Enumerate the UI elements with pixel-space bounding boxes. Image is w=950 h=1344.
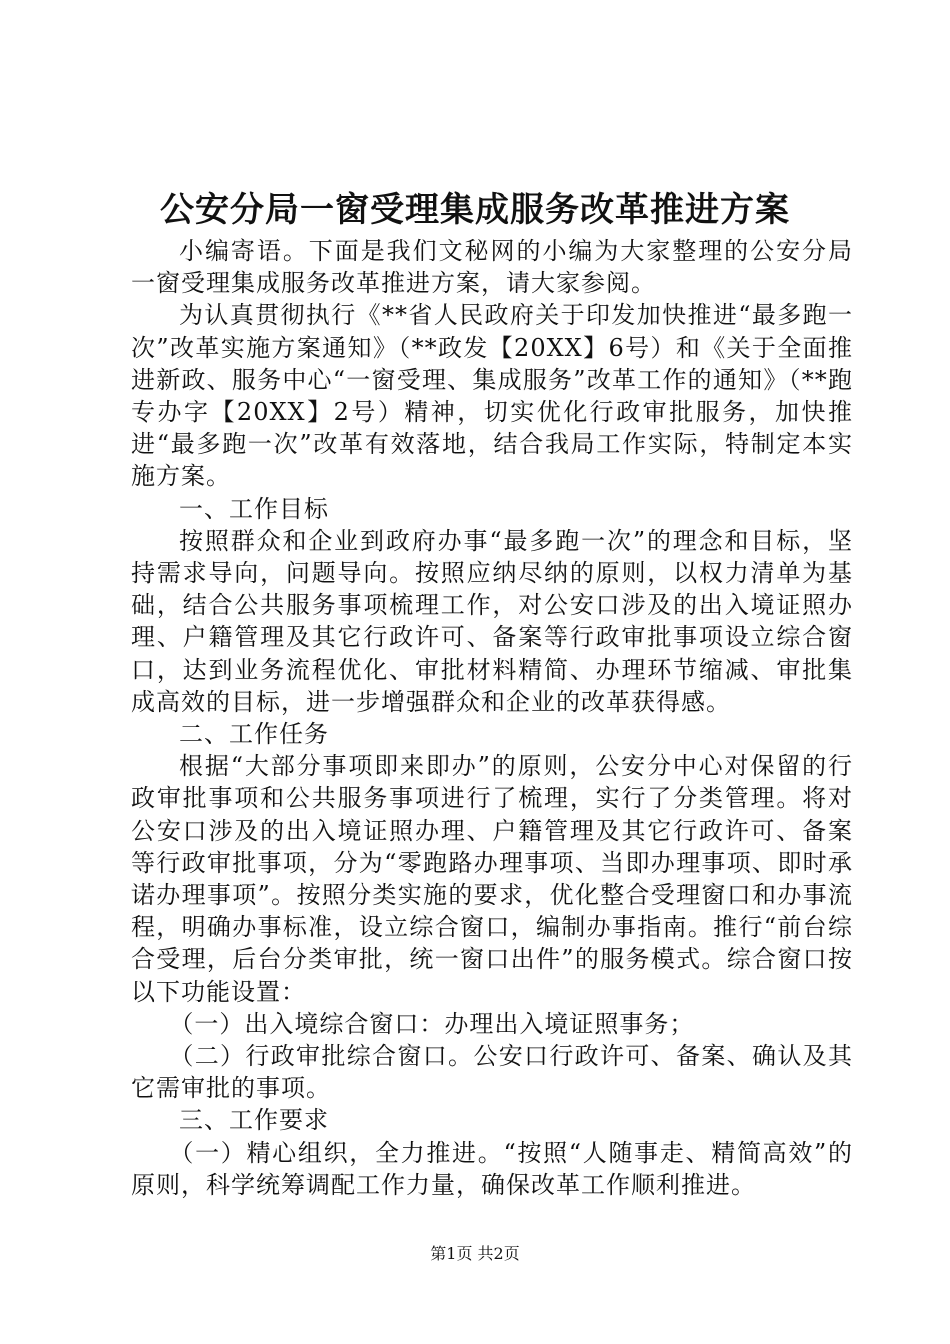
paragraph-goals: 按照群众和企业到政府办事“最多跑一次”的理念和目标，坚持需求导向，问题导向。按照应纳尽纳的原则，以权力清单为基础，结合公共服务事项梳理工作，对公安口涉及的出入境证照办理、户籍管理及其它行政许可、备案等行政审批事项设立综合窗口，达到业务流程优化、审批材料精简、办理环节缩减、审批集成高效的目标，进一步增强群众和企业的改革获得感。 — [131, 526, 853, 716]
section-heading-goals: 一、工作目标 — [179, 494, 329, 523]
paragraph-background: 为认真贯彻执行《**省人民政府关于印发加快推进“最多跑一次”改革实施方案通知》（**政发【20XX】6号）和《关于全面推进新政、服务中心“一窗受理、集成服务”改革工作的通知》（**跑专办字【20XX】2号）精神，切实优化行政审批服务，加快推进“最多跑一次”改革有效落地，结合我局工作实际，特制定本实施方案。 — [131, 301, 853, 491]
document-body — [131, 235, 853, 1201]
page-number: 第1页 共2页 — [430, 1244, 520, 1263]
document-title: 公安分局一窗受理集成服务改革推进方案 — [160, 190, 790, 230]
list-item-approval-window: （二）行政审批综合窗口。公安口行政许可、备案、确认及其它需审批的事项。 — [131, 1042, 853, 1103]
section-heading-tasks: 二、工作任务 — [179, 720, 329, 749]
paragraph-intro: 小编寄语。下面是我们文秘网的小编为大家整理的公安分局一窗受理集成服务改革推进方案，请大家参阅。 — [131, 237, 853, 298]
list-item-exit-entry-window: （一）出入境综合窗口：办理出入境证照事务； — [169, 1009, 695, 1038]
paragraph-requirements: （一）精心组织，全力推进。“按照“人随事走、精简高效”的原则，科学统筹调配工作力量，确保改革工作顺利推进。 — [131, 1138, 853, 1199]
paragraph-tasks: 根据“大部分事项即来即办”的原则，公安分中心对保留的行政审批事项和公共服务事项进行了梳理，实行了分类管理。将对公安口涉及的出入境证照办理、户籍管理及其它行政许可、备案等行政审批事项，分为“零跑路办理事项、当即办理事项、即时承诺办理事项”。按照分类实施的要求，优化整合受理窗口和办事流程，明确办事标准，设立综合窗口，编制办事指南。推行“前台综合受理，后台分类审批，统一窗口出件”的服务模式。综合窗口按以下功能设置： — [131, 752, 853, 1006]
section-heading-requirements: 三、工作要求 — [179, 1106, 329, 1135]
